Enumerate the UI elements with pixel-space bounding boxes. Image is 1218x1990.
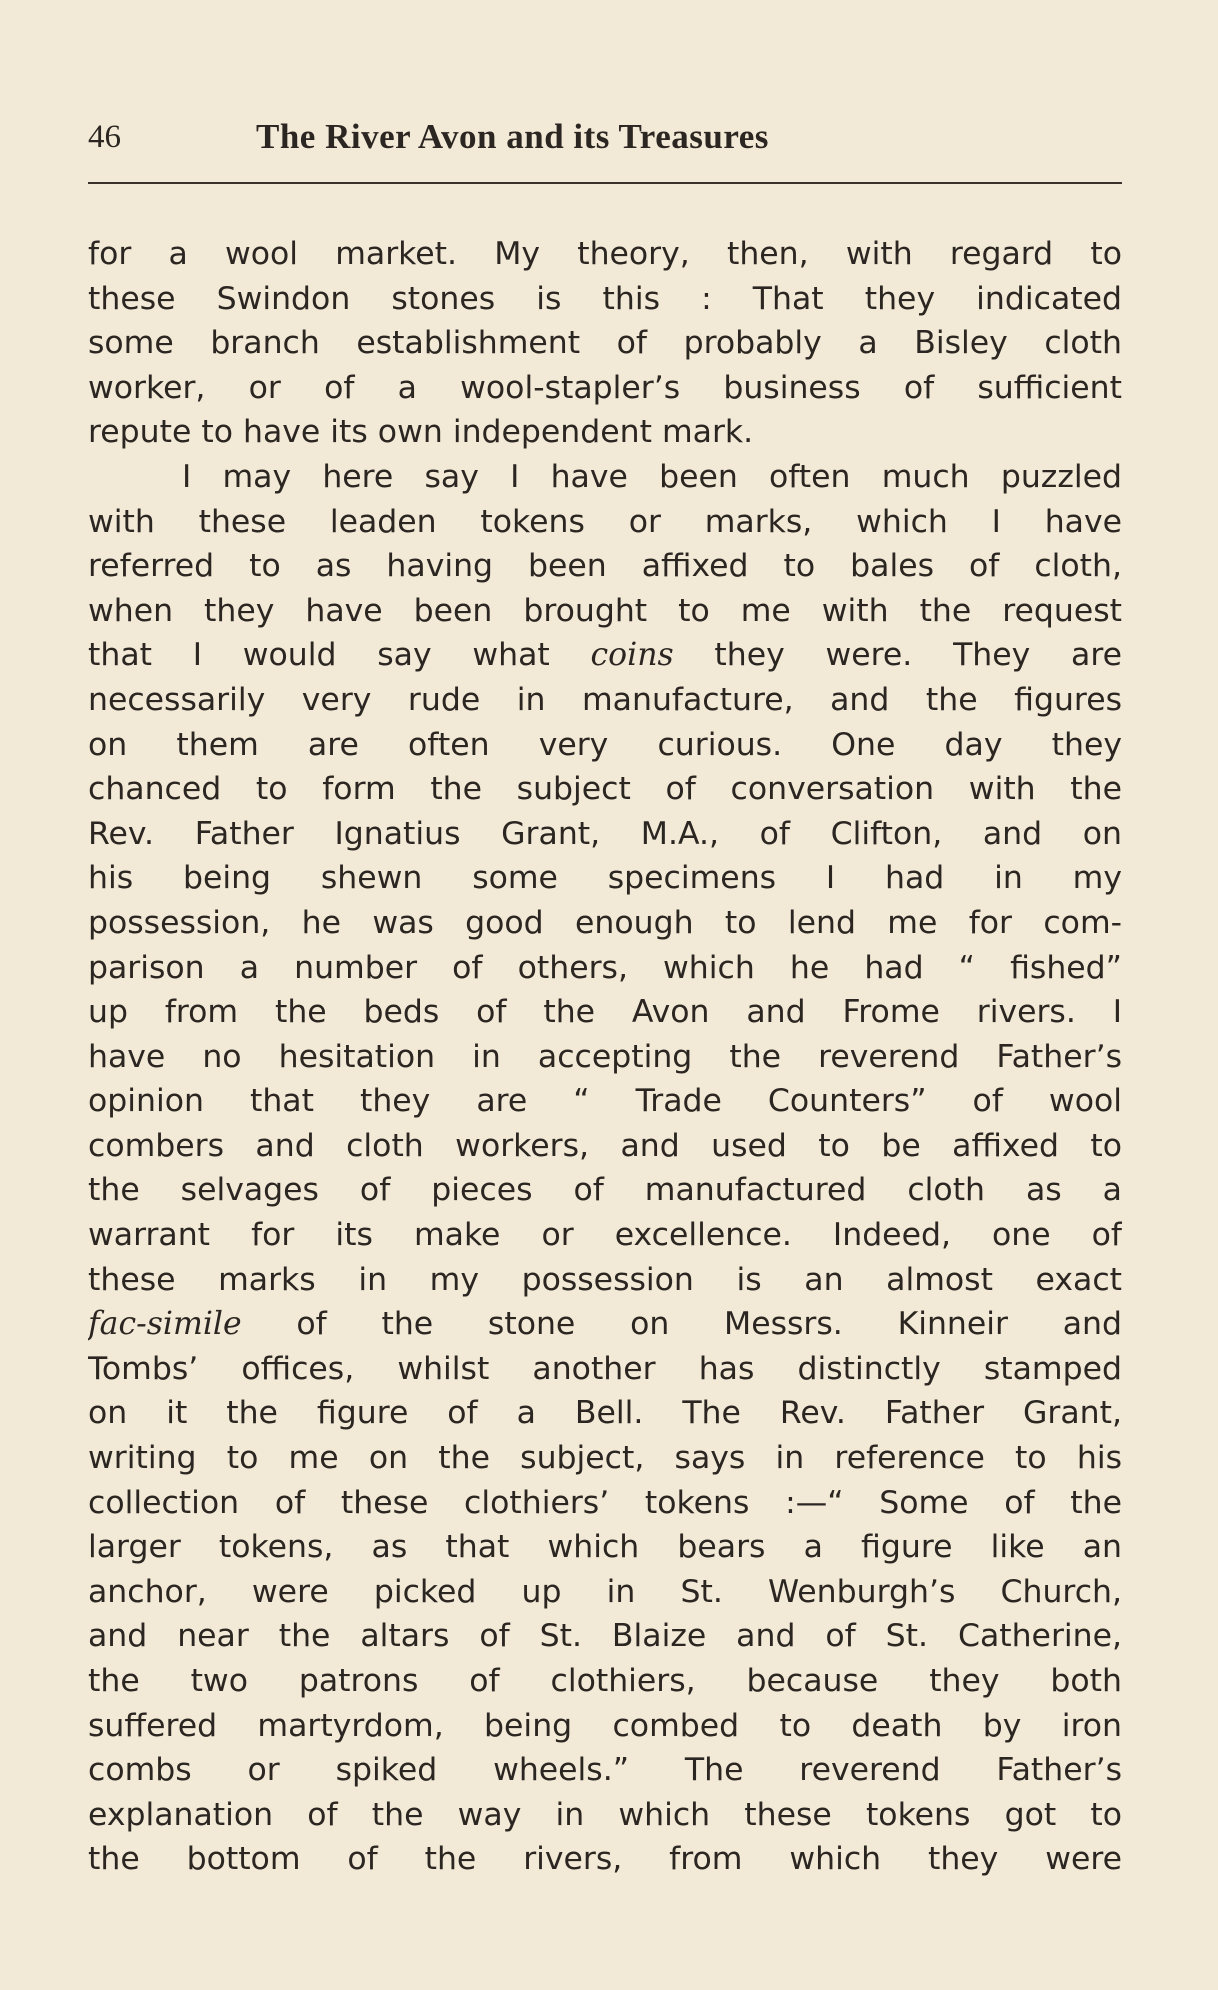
text-line: explanation of the way in which these tokens got to <box>88 1796 1122 1833</box>
text-line: on it the figure of a Bell. The Rev. Father Grant, <box>88 1395 1122 1432</box>
text-line <box>88 1302 1122 1347</box>
text-line: when they have been brought to me with the request <box>88 592 1122 629</box>
text-line: repute to have its own independent mark. <box>88 414 754 451</box>
text-line: opinion that they are “ Trade Counters” of wool <box>88 1083 1122 1120</box>
text-line: Rev. Father Ignatius Grant, M.A., of Clifton, and on <box>88 815 1122 852</box>
text-line: on them are often very curious. One day they <box>88 726 1122 763</box>
text-line: worker, or of a wool-stapler’s business of sufficient <box>88 369 1122 406</box>
text-line: suffered martyrdom, being combed to death by iron <box>88 1707 1122 1744</box>
text-line: and near the altars of St. Blaize and of St. Catherine, <box>88 1618 1122 1655</box>
text-line: combers and cloth workers, and used to be affixed to <box>88 1127 1122 1164</box>
text-run: of the stone on Messrs. Kinneir and <box>241 1306 1122 1343</box>
italic-text: fac-simile <box>88 1306 242 1343</box>
text-run: they were. They are <box>673 637 1122 674</box>
text-line: chanced to form the subject of conversation with the <box>88 771 1122 808</box>
text-line: anchor, were picked up in St. Wenburgh’s Church, <box>88 1573 1122 1610</box>
text-line: Tombs’ offices, whilst another has distinctly stamped <box>88 1350 1122 1387</box>
text-line: have no hesitation in accepting the reverend Father’s <box>88 1038 1122 1075</box>
text-line: these marks in my possession is an almost exact <box>88 1261 1122 1298</box>
text-line: I may here say I have been often much puzzled <box>182 458 1122 495</box>
text-line: combs or spiked wheels.” The reverend Father’s <box>88 1752 1122 1789</box>
text-line: referred to as having been affixed to bales of cloth, <box>88 548 1122 585</box>
italic-text: coins <box>590 637 674 674</box>
text-line: larger tokens, as that which bears a figure like an <box>88 1529 1122 1566</box>
text-line: for a wool market. My theory, then, with regard to <box>88 236 1122 272</box>
text-line: his being shewn some specimens I had in my <box>88 860 1122 897</box>
text-line: collection of these clothiers’ tokens :—“ Some of the <box>88 1484 1122 1521</box>
text-line: warrant for its make or excellence. Indeed, one of <box>88 1217 1122 1254</box>
text-line: necessarily very rude in manufacture, and the figures <box>88 681 1122 718</box>
page-number: 46 <box>88 119 121 155</box>
text-line: writing to me on the subject, says in reference to his <box>88 1440 1122 1477</box>
text-run: that I would say what <box>88 637 591 674</box>
text-line: the two patrons of clothiers, because they both <box>88 1663 1122 1699</box>
text-line: with these leaden tokens or marks, which I have <box>88 503 1122 540</box>
text-line: the bottom of the rivers, from which they were <box>88 1841 1122 1878</box>
body-text <box>88 232 1122 1882</box>
text-line: some branch establishment of probably a Bisley cloth <box>88 325 1122 362</box>
header-rule <box>88 182 1122 184</box>
text-line: up from the beds of the Avon and Frome rivers. I <box>88 994 1122 1031</box>
text-line: parison a number of others, which he had “ fished” <box>88 949 1122 986</box>
running-title: The River Avon and its Treasures <box>256 117 769 156</box>
running-head <box>88 112 1122 162</box>
text-line: possession, he was good enough to lend me for com- <box>88 904 1122 941</box>
text-line <box>88 633 1122 678</box>
text-line: these Swindon stones is this : That they indicated <box>88 280 1122 317</box>
text-line: the selvages of pieces of manufactured cloth as a <box>88 1172 1122 1209</box>
